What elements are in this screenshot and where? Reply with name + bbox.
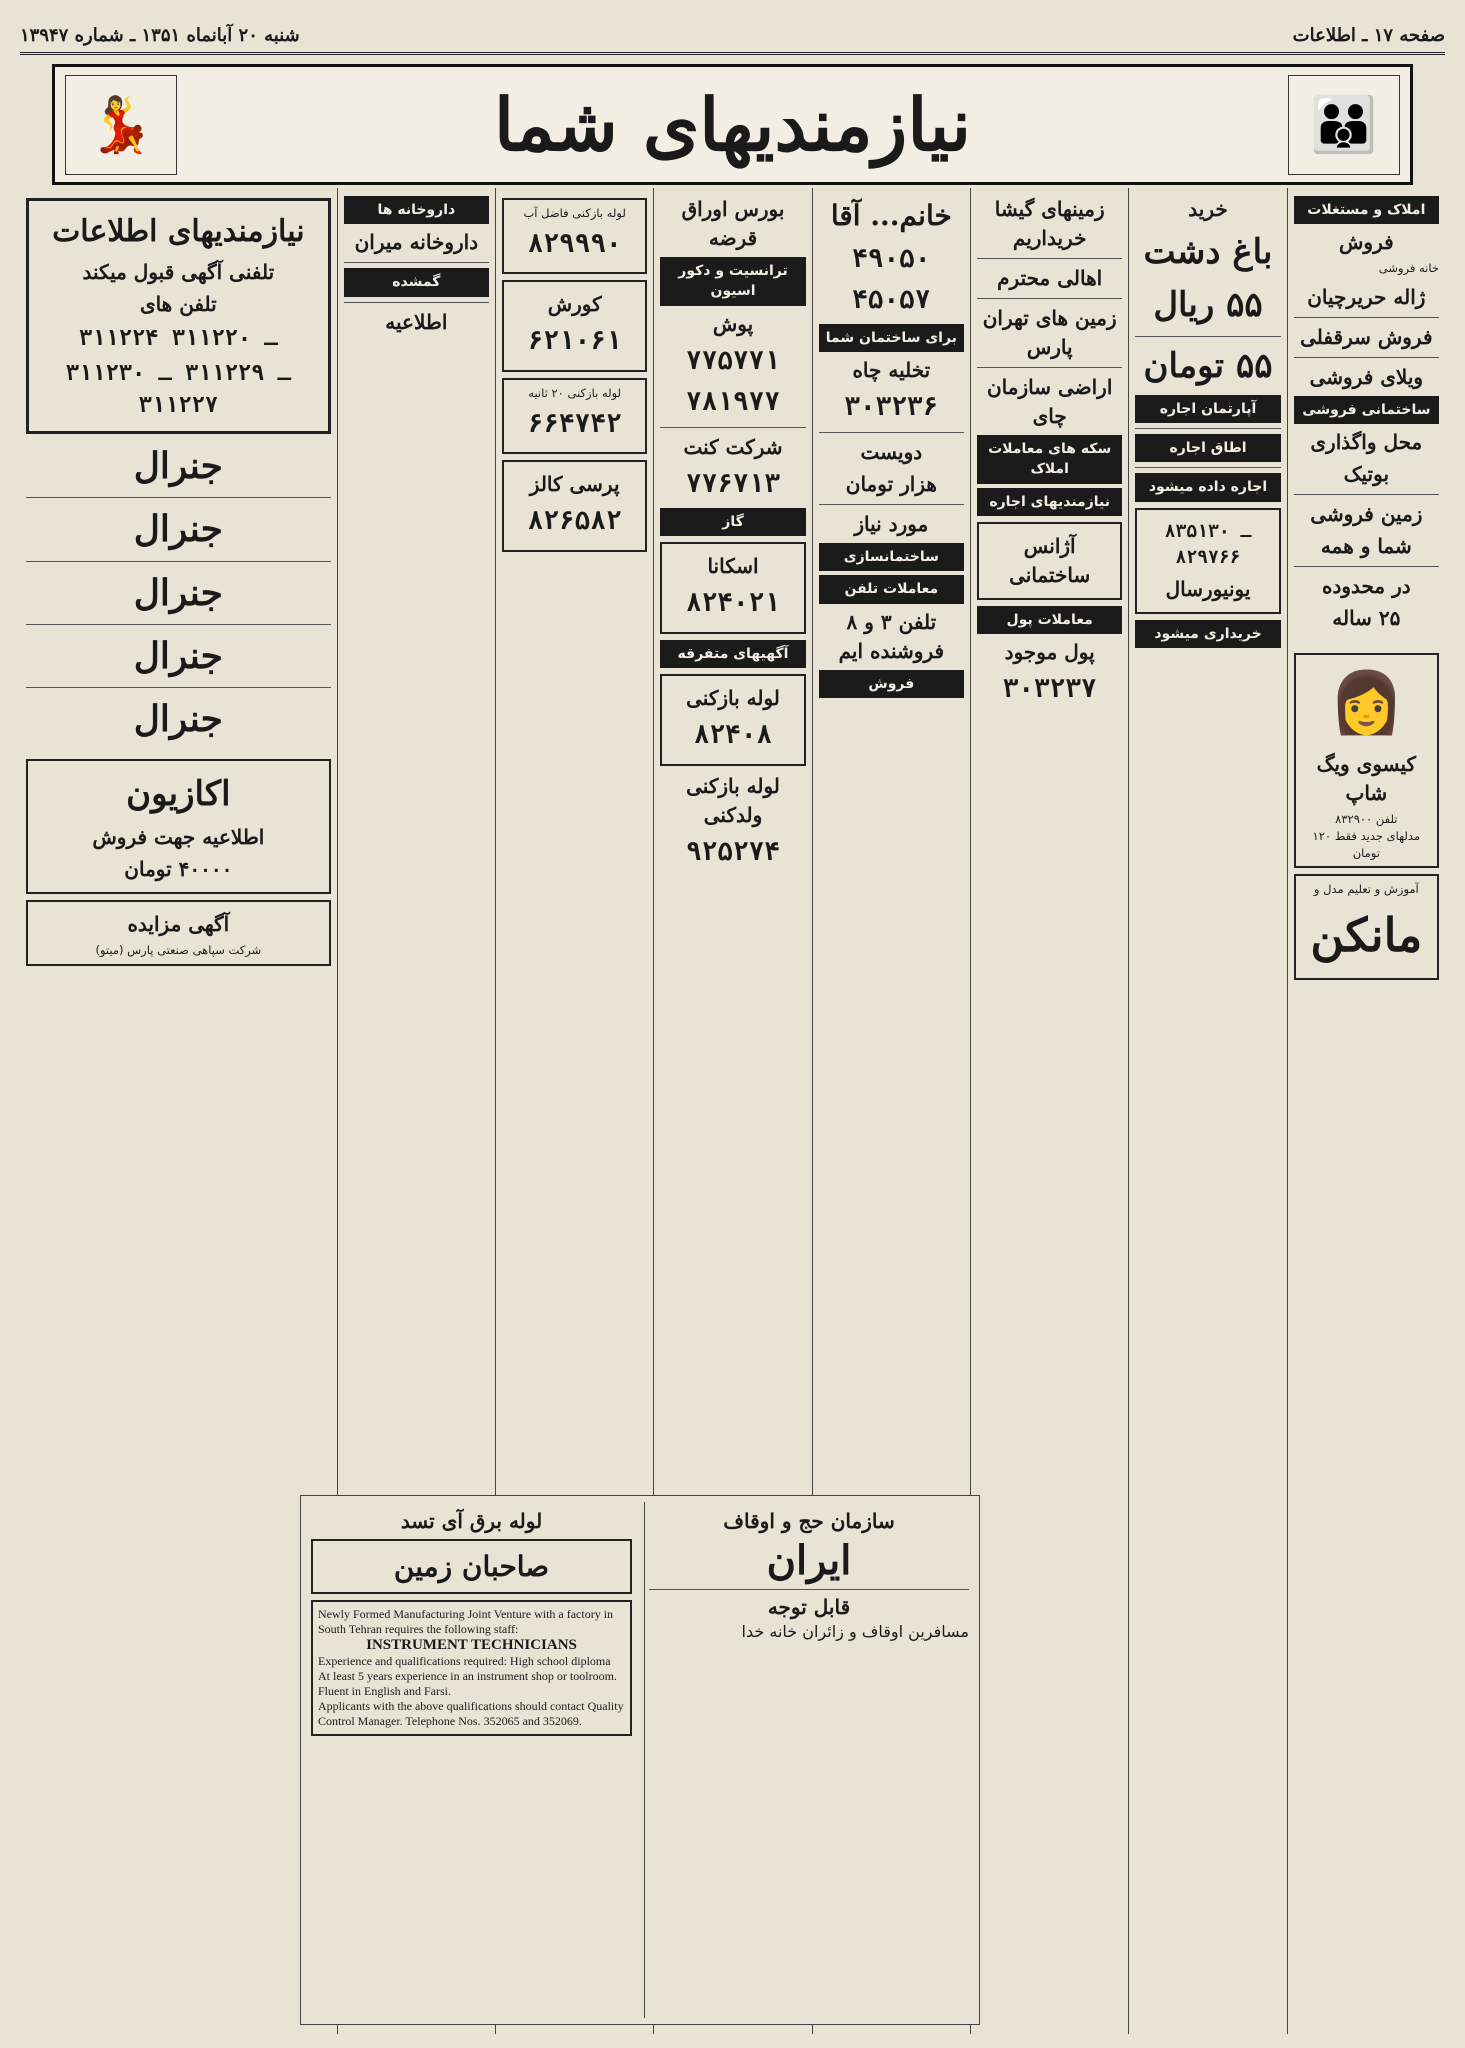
ad-title: خرید — [1188, 197, 1228, 221]
column-2 — [1128, 188, 1286, 2034]
ad-price: ۵۵ ریال — [1153, 285, 1263, 326]
ad-title: INSTRUMENT TECHNICIANS — [366, 1637, 577, 1653]
ad-title: پرسی کالز — [529, 472, 620, 497]
ad-phone: ۷۷۵۷۷۱ — [686, 345, 780, 376]
general-ad: جنرال — [133, 697, 223, 740]
page-label: صفحه ۱۷ ـ اطلاعات — [1292, 24, 1445, 46]
bottom-blocks — [300, 1495, 980, 2025]
ad-title: پوش — [712, 311, 754, 336]
section-heading: برای ساختمان شما — [819, 324, 964, 352]
ad-phone: ۸۳۵۱۳۰ ـ ۸۲۹۷۶۶ — [1164, 520, 1252, 568]
ad-title: فروش سرقفلی — [1300, 324, 1433, 349]
ad-title: مانکن — [1310, 907, 1423, 962]
ad-title: اکازیون — [126, 774, 231, 815]
ad-title: کیسوی ویگ شاپ — [1316, 752, 1417, 806]
ad-title: ژاله حریرچیان — [1307, 284, 1426, 309]
ad-phone: ۳۰۳۲۳۷ — [1002, 674, 1097, 705]
ad-title: فروش — [1339, 230, 1394, 255]
ad-phone: ۹۲۵۲۷۴ — [686, 836, 780, 867]
ad-phone: ۷۷۶۷۱۳ — [686, 468, 780, 499]
wig-shop-ad — [1294, 653, 1439, 868]
askana-ad — [660, 542, 805, 634]
ad-price: ۵۵ تومان — [1143, 345, 1273, 386]
ad-title: دویست — [860, 439, 923, 464]
ad-phone: ۴۵۰۵۷ — [852, 285, 931, 316]
ad-title: تخلیه چاه — [852, 358, 931, 383]
mannequin-school-ad — [1294, 874, 1439, 979]
section-heading: املاک و مستغلات — [1294, 196, 1439, 224]
ad-title: محل واگذاری — [1310, 430, 1423, 455]
column-8 — [20, 188, 337, 2034]
ad-subtitle: خانه فروشی — [1378, 261, 1439, 276]
ad-phone: ۷۸۱۹۷۷ — [686, 387, 780, 418]
figures-illustration-icon: 💃 — [65, 75, 177, 175]
ad-phone: ۸۲۴۰۲۱ — [686, 587, 780, 618]
occasion-ad — [26, 759, 331, 894]
ad-title: آگهی مزایده — [127, 912, 230, 937]
ad-title: لوله بازکنی فاضل آب — [523, 206, 626, 220]
column-3 — [970, 188, 1128, 2034]
section-heading: سکه های معاملات املاک — [977, 435, 1122, 484]
ad-requirement: Experience and qualifications required: High school diploma — [318, 1654, 611, 1668]
ad-phone: ۸۲۹۹۹۰ — [527, 228, 622, 259]
org-subtitle: ایران — [766, 1537, 852, 1584]
auction-ad — [26, 900, 331, 966]
ad-title: بوتیک — [1343, 462, 1390, 487]
ad-title: مورد نیاز — [854, 511, 929, 536]
pipe-cleaning-ad — [660, 674, 805, 766]
ad-phone: ۸۲۴۰۸ — [693, 719, 773, 750]
hajj-block — [644, 1502, 973, 2018]
section-heading: خریداری میشود — [1135, 620, 1280, 648]
right-bottom — [307, 1502, 636, 2018]
portrait-illustration-icon: 👩 — [1328, 668, 1404, 739]
general-ad: جنرال — [133, 634, 223, 677]
box-phone: ۳۱۱۲۳۰ ـ ۳۱۱۲۲۹ ـ ۳۱۱۲۲۷ — [65, 361, 291, 419]
technicians-ad — [311, 1600, 632, 1736]
box-tel-label: تلفن های — [139, 291, 217, 316]
ad-title: خانم... آقا — [830, 199, 952, 232]
section-heading: گمشده — [344, 268, 489, 296]
org-title: سازمان حج و اوقاف — [723, 1509, 895, 1533]
ad-title: لوله برق آی تسد — [400, 1509, 543, 1533]
ad-title: یونیورسال — [1165, 576, 1251, 601]
ad-title: اهالی محترم — [997, 266, 1103, 290]
ad-subtitle: اطلاعیه جهت فروش — [92, 825, 265, 850]
ad-title: کورش — [547, 292, 602, 317]
ad-phone: ۸۲۶۵۸۲ — [527, 506, 622, 537]
family-illustration-icon: 👪 — [1288, 75, 1400, 175]
ad-subtitle: شما و همه — [1320, 534, 1412, 559]
section-heading: فروش — [819, 670, 964, 698]
section-heading: اطاق اجاره — [1135, 434, 1280, 462]
ad-title: تلفن ۳ و ۸ فروشنده ایم — [838, 609, 945, 663]
box-phone: ۳۱۱۲۲۴ ـ ۳۱۱۲۲۰ — [78, 325, 278, 351]
pipe-cleaning-20s-ad — [502, 378, 647, 454]
ad-title: باغ دشت — [1143, 232, 1273, 272]
land-owners-box — [311, 1539, 632, 1594]
ad-title: داروخانه میران — [354, 230, 479, 255]
ad-title: شرکت کنت — [683, 434, 783, 459]
agency-ad — [977, 522, 1122, 600]
section-heading: داروخانه ها — [344, 196, 489, 224]
box-subtitle: تلفنی آگهی قبول میکند — [82, 259, 275, 284]
section-heading: ساختمانی فروشی — [1294, 396, 1439, 424]
ad-title: پول موجود — [1004, 640, 1095, 665]
ad-contact: Applicants with the above qualifications should contact Quality Control Manager. Telephone Nos. 352065 and 352069. — [318, 1699, 624, 1728]
notice-title: قابل توجه — [767, 1595, 851, 1619]
classifieds-phone-box — [26, 198, 331, 434]
ad-title: زمین های تهران پارس — [982, 306, 1117, 359]
general-ad: جنرال — [133, 571, 223, 614]
ad-intro: Newly Formed Manufacturing Joint Venture with a factory in South Tehran requires the following staff: — [318, 1607, 614, 1636]
classifieds-banner — [52, 64, 1413, 185]
ad-title: اطلاعیه — [385, 309, 448, 334]
ad-subtitle: ۲۵ ساله — [1332, 606, 1401, 631]
universal-ad — [1135, 508, 1280, 614]
ad-phone: ۶۲۱۰۶۱ — [527, 326, 622, 357]
ad-subtitle: هزار تومان — [845, 471, 937, 496]
ad-requirement: At least 5 years experience in an instrument shop or toolroom. — [318, 1669, 617, 1683]
persi-cals-ad — [502, 460, 647, 552]
box-title: نیازمندیهای اطلاعات — [52, 214, 305, 249]
ad-phone: ۳۰۳۲۳۶ — [844, 392, 939, 423]
ad-title: ویلای فروشی — [1309, 364, 1424, 389]
section-heading: ساختمانسازی — [819, 543, 964, 571]
ad-note: مدلهای جدید فقط ۱۲۰ تومان — [1312, 828, 1421, 860]
banner-title: نیازمندیهای شما — [493, 82, 972, 167]
column-1 — [1287, 188, 1445, 2034]
ad-title: زمینهای گیشا خریداریم — [994, 197, 1105, 250]
general-ad: جنرال — [133, 508, 223, 551]
page-header — [20, 18, 1445, 55]
section-heading: معاملات تلفن — [819, 575, 964, 603]
kourosh-ad — [502, 280, 647, 372]
ad-price: ۴۰۰۰۰ تومان — [124, 857, 233, 882]
section-heading: نیازمندیهای اجاره — [977, 488, 1122, 516]
ad-phone: تلفن ۸۳۲۹۰۰ — [1335, 812, 1398, 827]
section-heading: اجاره داده میشود — [1135, 473, 1280, 501]
issue-date: شنبه ۲۰ آبانماه ۱۳۵۱ ـ شماره ۱۳۹۴۷ — [20, 24, 300, 46]
ad-phone: ۶۶۴۷۴۲ — [527, 408, 622, 439]
ad-subtitle: شرکت سپاهی صنعتی پارس (میتو) — [95, 943, 262, 958]
box-title: صاحبان زمین — [393, 1550, 550, 1583]
section-heading: آگهیهای متفرقه — [660, 640, 805, 668]
ad-title: اسکانا — [707, 553, 759, 578]
ad-title: لوله بازکنی ولدکنی — [686, 773, 780, 827]
ad-phone: ۴۹۰۵۰ — [852, 243, 931, 274]
ad-title: زمین فروشی — [1310, 502, 1423, 527]
ad-title: لوله بازکنی ۲۰ ثانیه — [528, 386, 622, 401]
ad-title: در محدوده — [1321, 574, 1411, 599]
section-heading: ترانسیت و دکور اسیون — [660, 257, 805, 306]
section-heading: آپارتمان اجاره — [1135, 395, 1280, 423]
general-ad: جنرال — [133, 445, 223, 488]
ad-subtitle: آموزش و تعلیم مدل و — [1313, 882, 1419, 897]
section-heading: گاز — [660, 508, 805, 536]
section-heading: معاملات پول — [977, 606, 1122, 634]
ad-title: بورس اوراق قرضه — [681, 197, 785, 250]
ad-title: لوله بازکنی — [686, 685, 780, 710]
pipe-cleaning-ad — [502, 198, 647, 274]
ad-title: اراضی سازمان چای — [986, 375, 1113, 428]
ad-title: آژانس ساختمانی — [1009, 533, 1091, 587]
notice-text: مسافرین اوقاف و زائران خانه خدا — [741, 1622, 969, 1641]
ad-requirement: Fluent in English and Farsi. — [318, 1684, 451, 1698]
